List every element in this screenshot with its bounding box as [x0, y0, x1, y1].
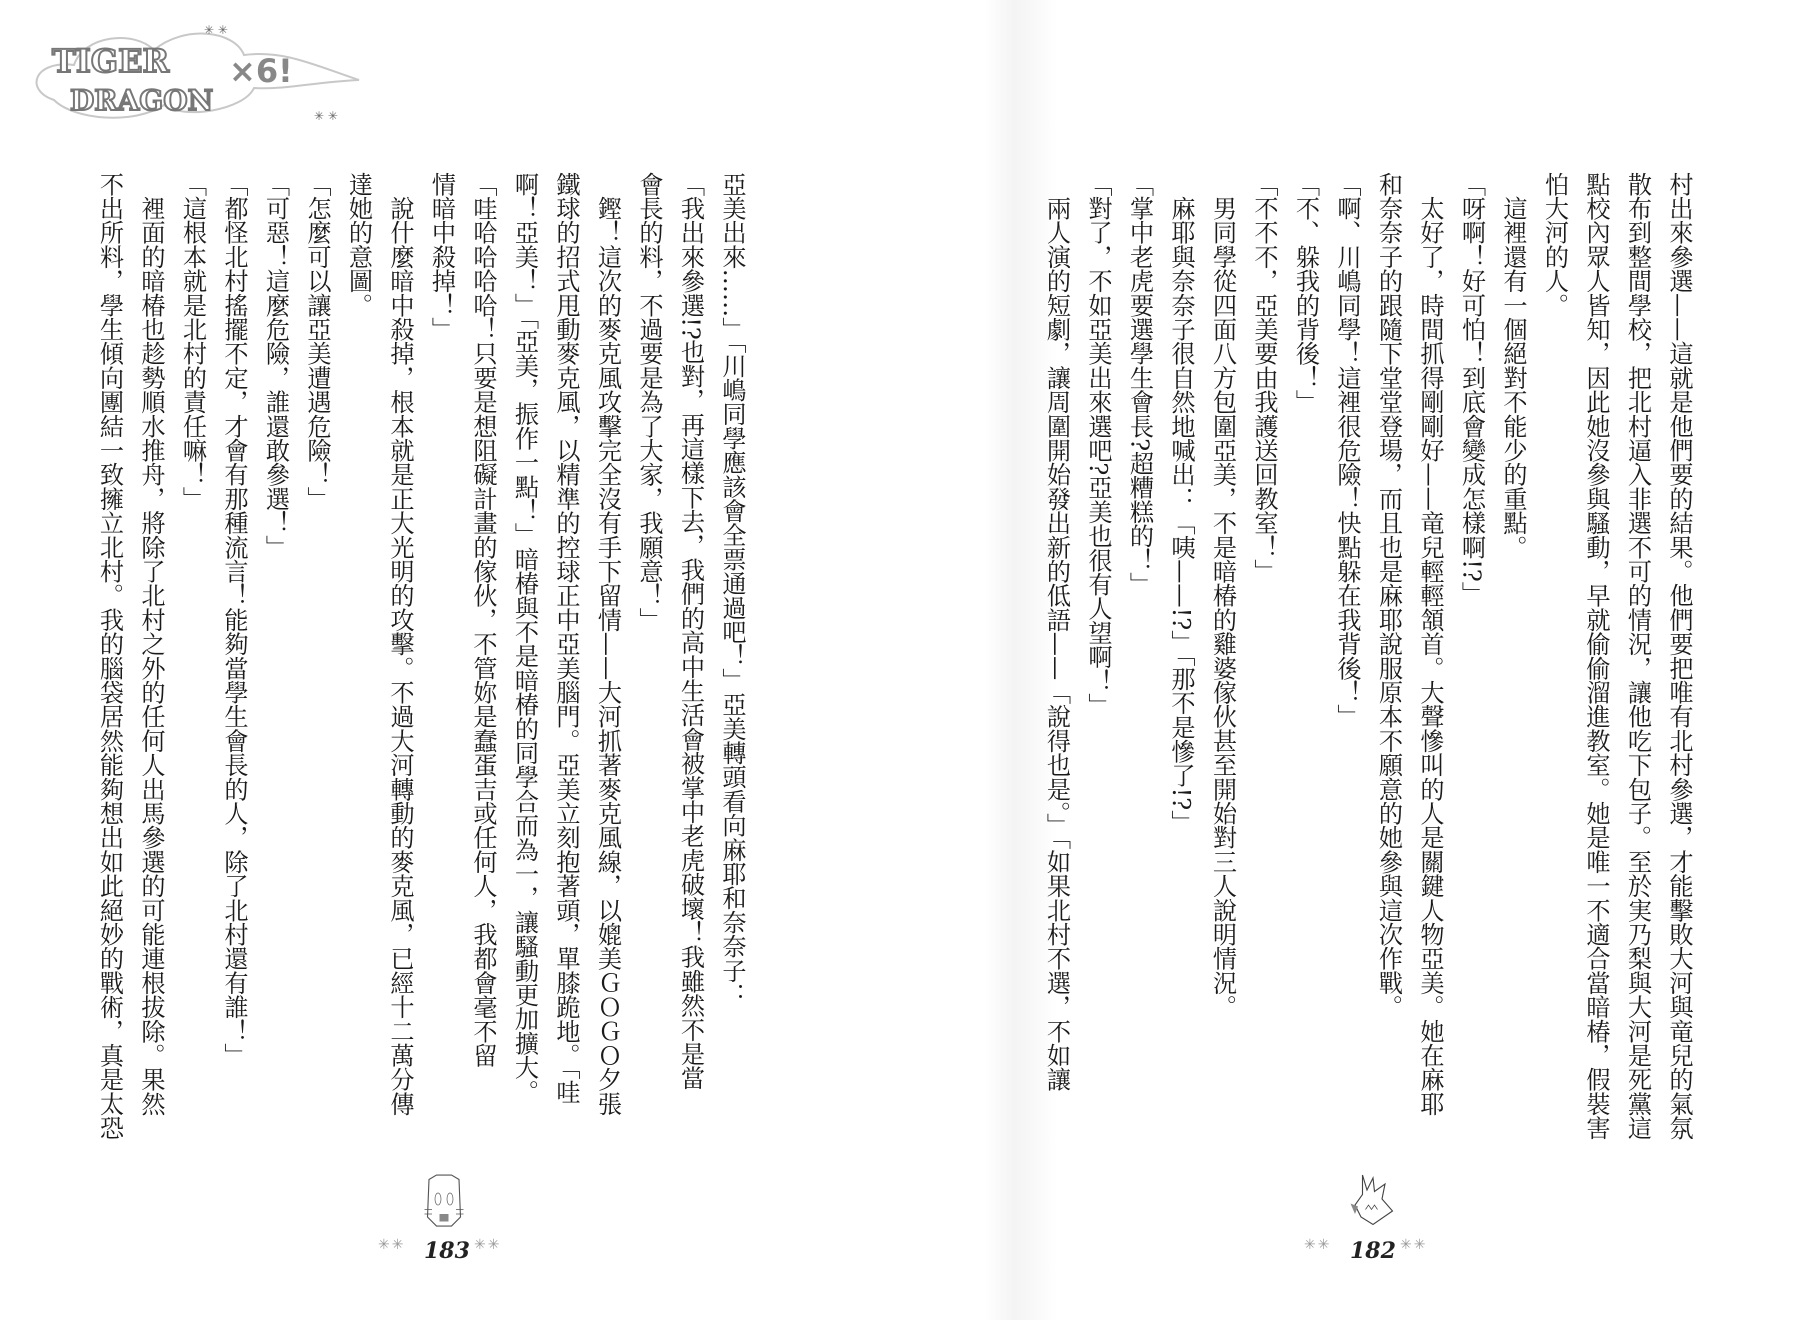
dragon-mascot-icon: [1340, 1172, 1400, 1232]
svg-text:DRAGON: DRAGON: [70, 84, 214, 117]
text-column: 散布到整間學校，把北村逼入非選不可的情況，讓他吃下包子。至於実乃梨與大河是死黨這: [1623, 172, 1652, 1140]
text-column: 這裡還有一個絕對不能少的重點。: [1499, 172, 1527, 560]
svg-text:×6!: ×6!: [229, 52, 293, 90]
text-column: 兩人演的短劇，讓周圍開始發出新的低語——「說得也是。」「如果北村不選，不如讓: [1042, 172, 1071, 1092]
page-number-right: 182: [1350, 1238, 1396, 1264]
text-column: 太好了，時間抓得剛剛好——竜兒輕輕頷首。大聲慘叫的人是關鍵人物亞美。她在麻耶: [1416, 172, 1444, 1116]
stars-decoration-icon: ✳✳: [1400, 1237, 1428, 1253]
text-column: 點校內眾人皆知，因此她沒參與騷動，早就偷偷溜進教室。她是唯一不適合當暗椿，假裝害: [1582, 172, 1610, 1140]
text-column: 「怎麼可以讓亞美遭遇危險！」: [303, 172, 331, 511]
text-column: 裡面的暗椿也趁勢順水推舟，將除了北村之外的任何人出馬參選的可能連根拔除。果然: [137, 172, 165, 1116]
text-column: 「呀啊！好可怕！到底會變成怎樣啊!?」: [1457, 172, 1486, 607]
text-column: 「對了，不如亞美出來選吧?亞美也很有人望啊！」: [1084, 172, 1112, 718]
text-column: 「不、躲我的背後！」: [1291, 172, 1320, 414]
tiger-mascot-icon: [414, 1172, 474, 1232]
text-column: 說什麼暗中殺掉，根本就是正大光明的攻擊。不過大河轉動的麥克風，已經十二萬分傳: [386, 172, 414, 1116]
text-column: 情暗中殺掉！」: [427, 172, 456, 342]
text-column: 「我出來參選!?也對，再這樣下去，我們的高中生活會被掌中老虎破壞！我雖然不是當: [676, 172, 705, 1091]
text-column: 男同學從四面八方包圍亞美，不是暗椿的雞婆傢伙甚至開始對三人說明情況。: [1208, 172, 1237, 1019]
stars-decoration-icon: ✳✳: [1304, 1237, 1332, 1253]
text-column: 啊！亞美！」「亞美，振作一點！」暗椿與不是暗椿的同學合而為一，讓騷動更加擴大。: [510, 172, 539, 1104]
stars-decoration-icon: ✳✳: [378, 1237, 406, 1253]
right-page-text: [1035, 172, 1699, 1172]
svg-text:✳ ✳: ✳ ✳: [314, 109, 338, 123]
text-column: 「哇哈哈哈哈！只要是想阻礙計畫的傢伙，不管妳是蠢蛋吉或任何人，我都會毫不留: [469, 172, 497, 1068]
text-column: 「這根本就是北村的責任嘛！」: [178, 172, 207, 511]
text-column: 村出來參選——這就是他們要的結果。他們要把唯有北村參選，才能擊敗大河與竜兒的氣氛: [1665, 172, 1693, 1140]
text-column: 達她的意圖。: [344, 172, 373, 318]
text-column: 鐵球的招式甩動麥克風，以精準的控球正中亞美腦門。亞美立刻抱著頭，單膝跪地。「哇: [552, 172, 580, 1104]
text-column: 「掌中老虎要選學生會長?超糟糕的！」: [1125, 172, 1154, 597]
text-column: 「都怪北村搖擺不定，才會有那種流言！能夠當學生會長的人，除了北村還有誰！」: [220, 172, 248, 1068]
text-column: 怕大河的人。: [1540, 172, 1569, 318]
text-column: 會長的料，不過要是為了大家，我願意！」: [635, 172, 663, 632]
text-column: 麻耶與奈奈子很自然地喊出：「咦——!?」「那不是慘了!?」: [1167, 172, 1195, 835]
page-number-left: 183: [424, 1238, 470, 1264]
text-column: 亞美出來……」「川嶋同學應該會全票通過吧！」亞美轉頭看向麻耶和奈奈子：: [718, 172, 746, 1007]
text-column: 「不不不，亞美要由我護送回教室！」: [1250, 172, 1278, 584]
text-column: 和奈奈子的跟隨下堂堂登場，而且也是麻耶說服原本不願意的她參與這次作戰。: [1374, 172, 1403, 1019]
text-column: 「可惡！這麼危險，誰還敢參選！」: [261, 172, 290, 560]
svg-text:TIGER: TIGER: [52, 42, 170, 80]
series-logo: [14, 10, 374, 130]
svg-text:✳ ✳: ✳ ✳: [204, 23, 228, 37]
stars-decoration-icon: ✳✳: [474, 1237, 502, 1253]
text-column: 鏗！這次的麥克風攻擊完全沒有手下留情——大河抓著麥克風線，以媲美ＧＯＧＯ夕張: [593, 172, 622, 1116]
text-column: 不出所料，學生傾向團結一致擁立北村。我的腦袋居然能夠想出如此絕妙的戰術，真是太恐: [95, 172, 124, 1140]
left-page-text: [88, 172, 752, 1172]
text-column: 「啊、川嶋同學！這裡很危險！快點躲在我背後！」: [1333, 172, 1361, 729]
